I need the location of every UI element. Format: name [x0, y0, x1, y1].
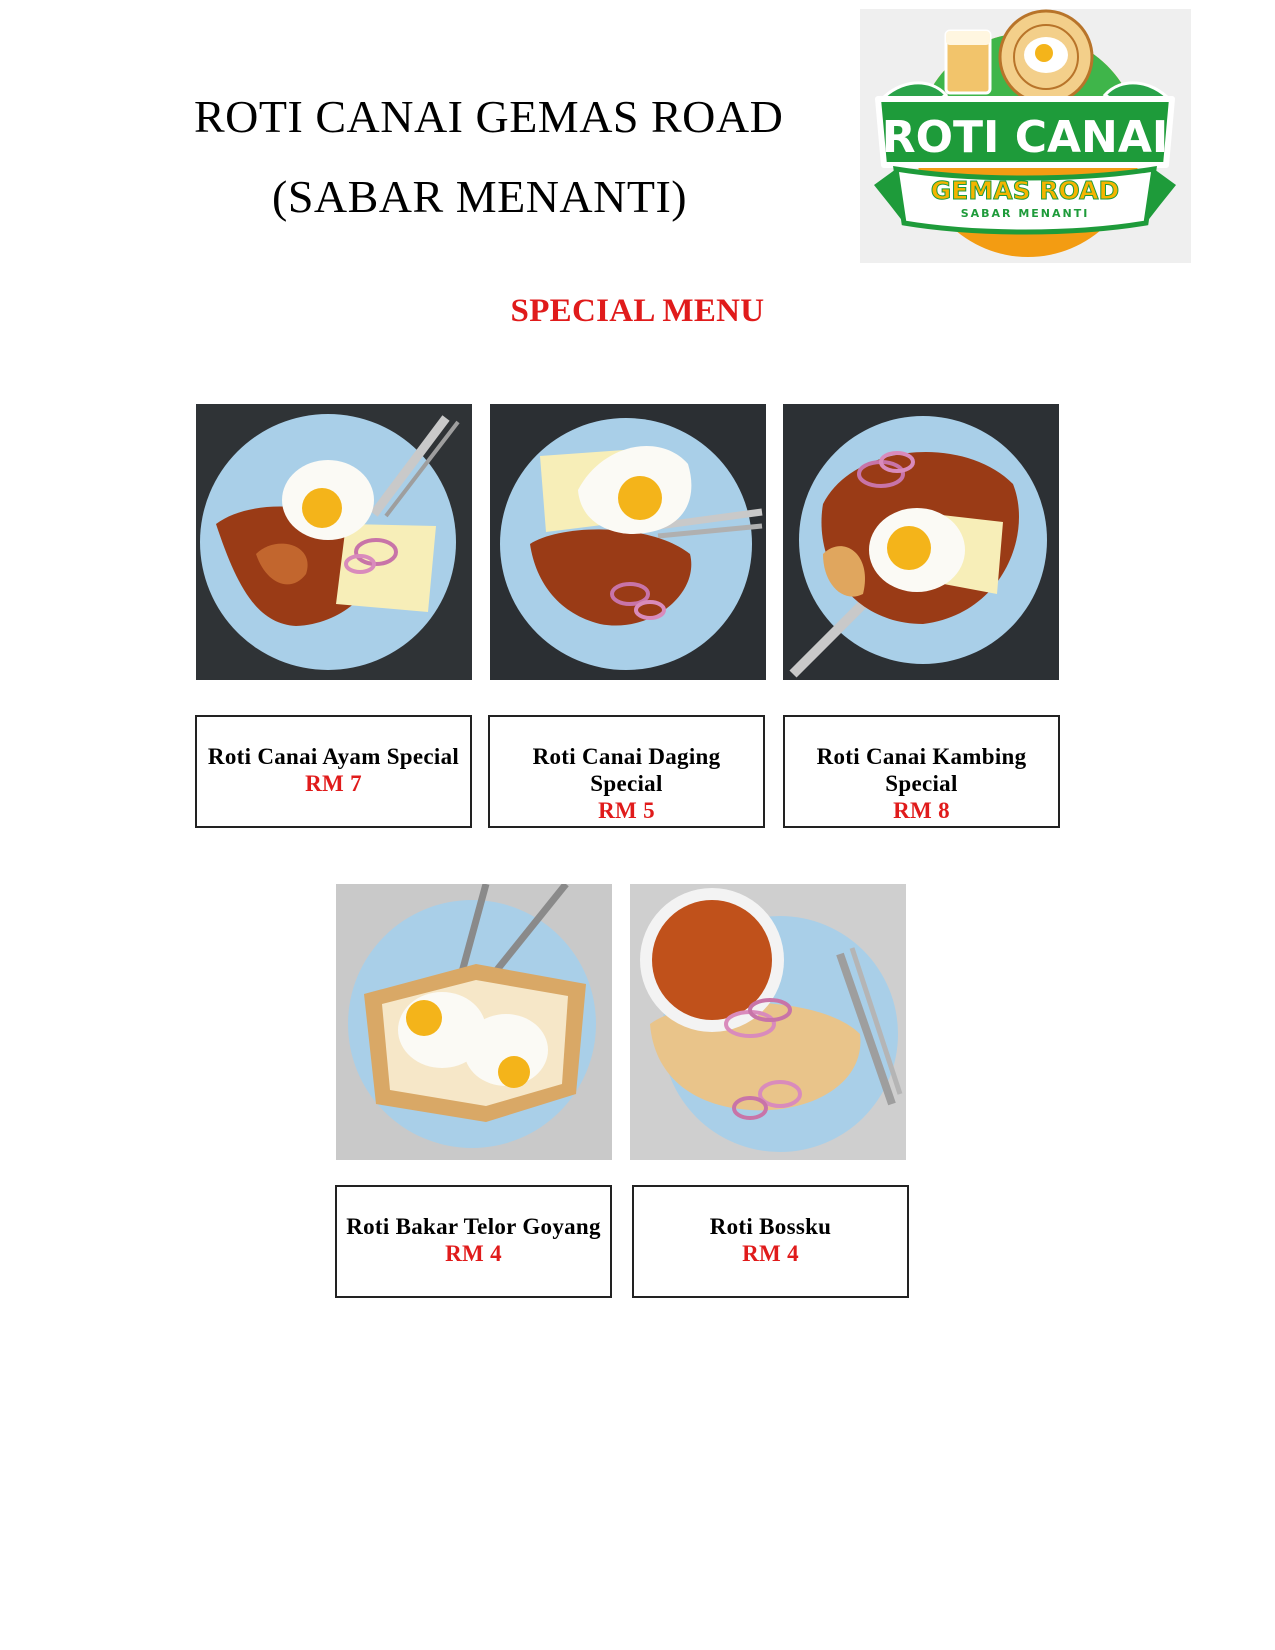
- menu-item-card-roti-bakar: [335, 1185, 612, 1298]
- roti-canai-kambing-photo: [783, 404, 1059, 680]
- menu-item-price: RM 7: [305, 771, 362, 796]
- menu-item-price: RM 4: [742, 1241, 799, 1266]
- logo-text-line1: ROTI CANAI: [881, 112, 1169, 163]
- roti-canai-daging-photo: [490, 404, 766, 680]
- restaurant-title-line-1: ROTI CANAI GEMAS ROAD: [194, 91, 784, 142]
- roti-canai-daging-plate-icon: [490, 404, 766, 680]
- special-menu-heading: SPECIAL MENU: [510, 293, 765, 329]
- menu-item-name: Roti Bossku: [709, 1214, 832, 1239]
- menu-item-price: RM 8: [893, 798, 950, 823]
- roti-bossku-photo: [630, 884, 906, 1160]
- menu-item-price: RM 4: [445, 1241, 502, 1266]
- menu-item-card-ayam: [195, 715, 472, 828]
- roti-canai-kambing-plate-icon: [783, 404, 1059, 680]
- logo-text-line3: SABAR MENANTI: [960, 207, 1090, 220]
- menu-item-name: Roti Canai Kambing Special: [816, 744, 1027, 796]
- logo-graphic: [860, 9, 1191, 263]
- roti-canai-ayam-photo: [196, 404, 472, 680]
- roti-canai-ayam-plate-icon: [196, 404, 472, 680]
- menu-item-card-kambing: [783, 715, 1060, 828]
- menu-item-card-roti-bossku: [632, 1185, 909, 1298]
- menu-item-name: Roti Bakar Telor Goyang: [346, 1214, 601, 1239]
- logo-text-line2: GEMAS ROAD: [930, 176, 1120, 205]
- restaurant-logo: [860, 9, 1191, 263]
- roti-bakar-telor-goyang-plate-icon: [336, 884, 612, 1160]
- roti-bakar-telor-goyang-photo: [336, 884, 612, 1160]
- menu-item-price: RM 5: [598, 798, 655, 823]
- menu-item-name: Roti Canai Ayam Special: [207, 744, 460, 769]
- roti-bossku-plate-icon: [630, 884, 906, 1160]
- restaurant-title-line-2: (SABAR MENANTI): [272, 171, 688, 222]
- menu-item-card-daging: [488, 715, 765, 828]
- menu-item-name: Roti Canai Daging Special: [532, 744, 721, 796]
